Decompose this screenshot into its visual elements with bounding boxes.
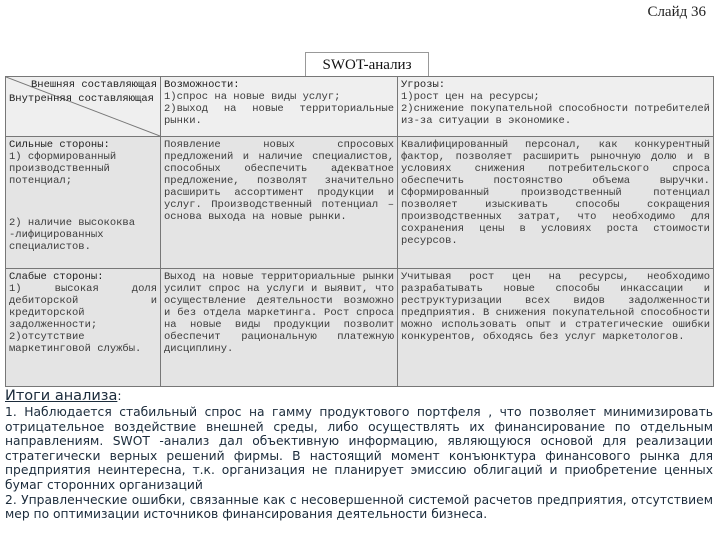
strength-item: 2) наличие высококва -лифицированных специалистов. [9,217,136,253]
strength-item: 1) сформированный производственный потенциал; [9,151,117,187]
corner-internal-label: Внутренняя составляющая [9,93,154,105]
swot-table [5,76,714,387]
summary-heading-line [5,388,713,405]
weakness-item: 1) высокая доля дебиторской и кредиторской задолженности; [9,283,157,331]
summary-point: 1. Наблюдается стабильный спрос на гамму продуктового портфеля , что позволяет минимизировать отрицательное воздействие внешней среды, либо осуществлять их финансирование по отдельным направлениям. SWOT -анализ дал объективную информацию, являющуюся основой для реализации стратегически верных решений фирмы. В настоящий момент конъюнктура финансового рынка для предприятия неинтересна, т.к. организация не планирует эмиссию облигаций и приобретение ценных бумаг сторонних организаций [5,405,713,492]
st-strategy-cell: Квалифицированный персонал, как конкурентный фактор, позволяет расширить рыночную долю и в условиях снижения потребительского спроса обеспечить постоянство объема выручки. Сформированный производственный потенциал позволяет изыскивать способы сокращения производственных затрат, что необходимо для сохранения цены в условиях роста стоимости ресурсов. [398,137,714,269]
summary-point: 2. Управленческие ошибки, связанные как с несовершенной системой расчетов предприятия, отсутствием мер по оптимизации источников финансирования деятельности бизнеса. [5,492,713,522]
opportunities-title: Возможности: [164,79,240,91]
weaknesses-cell [6,269,161,387]
slide-number: Слайд 36 [647,4,706,20]
weaknesses-title: Слабые стороны: [9,271,104,283]
strengths-title: Сильные стороны: [9,139,110,151]
page-title: SWOT-анализ [305,52,429,78]
strengths-cell [6,137,161,269]
threat-item: 2)снижение покупательной способности потребителей из-за ситуации в экономике. [401,103,710,127]
analysis-summary [5,388,713,522]
summary-heading: Итоги анализа [5,388,118,404]
weakness-item: 2)отсутствие маркетинговой службы. [9,331,142,355]
wo-strategy-cell: Выход на новые территориальные рынки усилит спрос на услуги и выявит, что осуществление деятельности возможно и без отдела маркетинга. Рост спроса на новые виды продукции позволит обеспечит рациональную платежную дисциплину. [161,269,398,387]
so-strategy-cell: Появление новых спросовых предложений и наличие специалистов, способных обеспечить адекватное предложение, позволят значительно расширить ассортимент продукции и услуг. Производственный потенциал – основа выхода на новые рынки. [161,137,398,269]
threat-item: 1)рост цен на ресурсы; [401,91,540,103]
threats-title: Угрозы: [401,79,446,91]
wt-strategy-cell: Учитывая рост цен на ресурсы, необходимо разрабатывать новые способы инкассации и реструктуризации всех видов задолженности предприятия. В снижения покупательной способности можно использовать опыт и стратегические ошибки конкурентов, обходясь без услуг маркетологов. [398,269,714,387]
opportunities-header [161,77,398,137]
threats-header [398,77,714,137]
summary-heading-colon: : [117,389,122,403]
corner-external-label: Внешняя составляющая [30,79,157,91]
opportunity-item: 2)выход на новые территориальные рынки. [164,103,394,127]
corner-cell [6,77,161,137]
opportunity-item: 1)спрос на новые виды услуг; [164,91,341,103]
